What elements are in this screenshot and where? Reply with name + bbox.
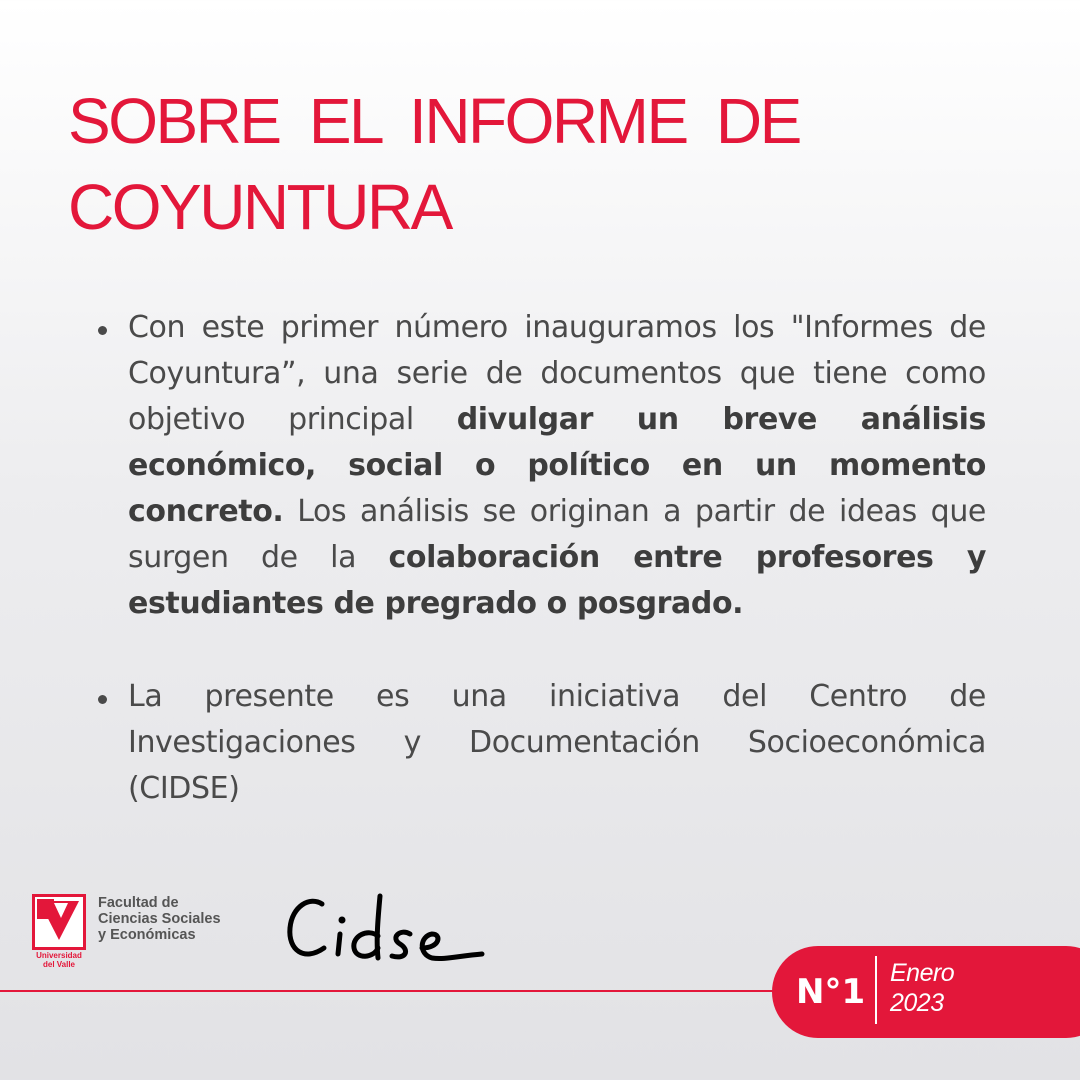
faculty-line-1: Facultad de	[98, 895, 179, 911]
cidse-signature-logo	[282, 888, 502, 978]
faculty-line-2: Ciencias Sociales	[98, 911, 221, 927]
title-line-2: COYUNTURA	[68, 171, 451, 243]
issue-month: Enero	[890, 959, 955, 987]
title-line-1: SOBRE EL INFORME DE	[68, 85, 800, 157]
issue-date	[890, 958, 954, 1018]
issue-badge-divider	[875, 956, 877, 1024]
info-bullet-list	[98, 305, 986, 812]
bullet-item-about	[98, 305, 986, 627]
page-title	[68, 78, 968, 250]
bullet-2-text-1: La presente es una iniciativa del Centro de Investigaciones y Documentación Socioeconómica (CIDSE)	[128, 679, 986, 806]
bullet-1-text-2: Los análisis se originan a partir de ideas que surgen de la	[128, 494, 986, 575]
faculty-name	[98, 895, 221, 943]
faculty-line-3: y Económicas	[98, 927, 196, 943]
svg-text:Universidad: Universidad	[36, 951, 82, 960]
footer-divider-line	[0, 990, 800, 992]
bullet-item-initiative	[98, 674, 986, 812]
issue-year: 2023	[890, 989, 944, 1017]
bullet-1-text-1: Con este primer número inauguramos los "Informes de Coyuntura”, una serie de documentos que tiene como objetivo principal	[128, 310, 986, 437]
bullet-dot-icon	[98, 326, 107, 335]
bullet-1-bold-1: divulgar un breve análisis económico, social o político en un momento concreto.	[128, 402, 987, 529]
issue-number: N°1	[796, 972, 866, 1012]
bullet-1-bold-2: colaboración entre profesores y estudiantes de pregrado o posgrado.	[128, 540, 986, 621]
univalle-shield-icon	[32, 894, 86, 970]
svg-text:del Valle: del Valle	[42, 960, 76, 969]
issue-badge	[772, 946, 1080, 1038]
bullet-dot-icon	[98, 695, 107, 704]
